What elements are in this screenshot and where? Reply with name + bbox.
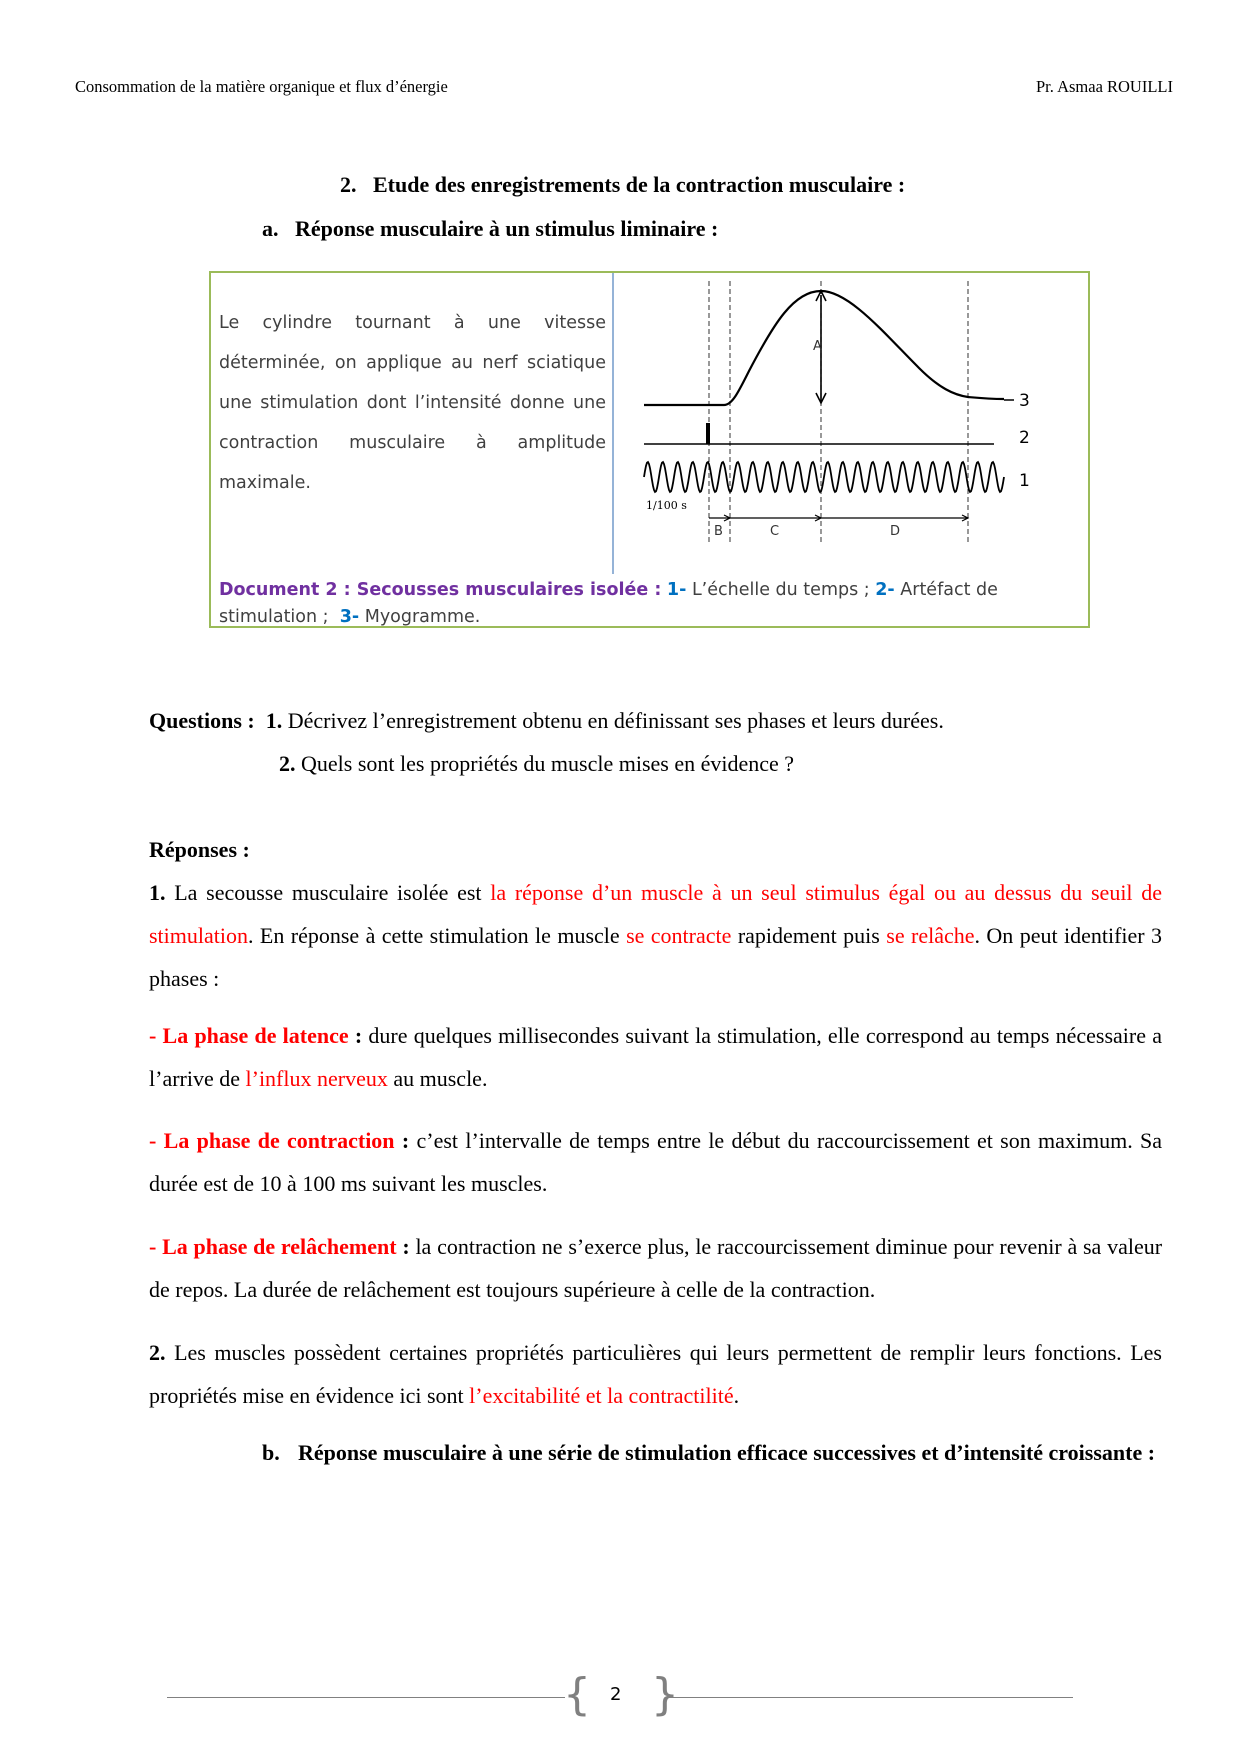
page-number: 2 <box>610 1684 622 1705</box>
time-scale-wave <box>644 462 1004 492</box>
caption-num-2: 2- <box>875 580 895 600</box>
question-2-text: Quels sont les propriétés du muscle mises en évidence ? <box>301 751 795 776</box>
phase-1-dash: - <box>149 1023 157 1048</box>
answer-1-highlight-definition: la réponse d’un muscle à un seul stimulus égal ou au dessus du seuil de stimulation <box>149 880 1163 948</box>
time-scale-label: 1/100 s <box>646 499 687 512</box>
answers-label: Réponses : <box>149 837 250 862</box>
phase-1-highlight: l’influx nerveux <box>245 1066 388 1091</box>
answer-1-highlight-relax: se relâche <box>886 923 975 948</box>
phase-2-colon: : <box>401 1128 410 1153</box>
footer-rule-left <box>167 1697 565 1698</box>
answer-1-highlight-contract: se contracte <box>626 923 732 948</box>
document-box <box>209 271 1090 628</box>
caption-num-1: 1- <box>666 580 687 600</box>
phase-3-dash: - <box>149 1234 157 1259</box>
phase-3-colon: : <box>402 1234 410 1259</box>
section-heading <box>340 172 905 198</box>
document-caption <box>219 577 1079 631</box>
question-2-number: 2. <box>279 751 296 776</box>
phase-3-name: La phase de relâchement <box>162 1234 397 1259</box>
document-text-line: Le cylindre tournant à une vitesse <box>219 313 606 333</box>
header-left-title: Consommation de la matière organique et flux d’énergie <box>75 77 448 96</box>
subsection-b-heading <box>262 1436 1162 1470</box>
label-A: A <box>813 339 822 354</box>
myogram-curve <box>644 291 1004 405</box>
answer-1-part3: rapidement puis <box>737 923 880 948</box>
myogram-diagram <box>614 273 1088 574</box>
label-B: B <box>714 524 723 539</box>
section-title: Etude des enregistrements de la contraction musculaire : <box>373 172 906 197</box>
label-C: C <box>770 524 780 539</box>
myogram-svg <box>614 273 1088 574</box>
answer-2 <box>149 1331 1162 1417</box>
document-text-line: maximale. <box>219 473 311 493</box>
caption-text-3: Myogramme. <box>364 607 481 627</box>
answer-1-part1: La secousse musculaire isolée est <box>174 880 482 905</box>
header-author: Pr. Asmaa ROUILLI <box>1035 77 1173 96</box>
phase-2-dash: - <box>149 1128 157 1153</box>
answer-2-number: 2. <box>149 1340 166 1365</box>
answer-2-text: Les muscles possèdent certaines propriétés particulières qui leurs permettent de remplir leurs fonctions. Les propriétés mise en évidence ici sont <box>149 1340 1162 1408</box>
phase-1-colon: : <box>354 1023 363 1048</box>
label-D: D <box>890 524 901 539</box>
question-1-text: Décrivez l’enregistrement obtenu en définissant ses phases et leurs durées. <box>287 708 944 733</box>
phase-2-text: c’est l’intervalle de temps entre le début du raccourcissement et son maximum. Sa durée est de 10 à 100 ms suivant les muscles. <box>149 1128 1163 1196</box>
questions-label: Questions : <box>149 708 255 733</box>
question-1 <box>149 699 1162 742</box>
answer-1-part2: . En réponse à cette stimulation le muscle <box>248 923 620 948</box>
section-number: 2. <box>340 172 357 197</box>
caption-title: Document 2 : Secousses musculaires isolée : <box>219 580 662 600</box>
caption-num-3: 3- <box>339 607 360 627</box>
answer-2-end: . <box>733 1383 740 1408</box>
artefact-spike <box>706 423 710 444</box>
question-2 <box>279 742 1159 785</box>
subsection-letter: a. <box>262 216 279 241</box>
answer-2-highlight: l’excitabilité et la contractilité <box>469 1383 734 1408</box>
phase-3-text: la contraction ne s’exerce plus, le raccourcissement diminue pour revenir à sa valeur de repos. La durée de relâchement est toujours supérieure à celle de la contraction. <box>149 1234 1163 1302</box>
answer-1 <box>149 871 1162 1000</box>
phase-latence <box>149 1014 1162 1100</box>
footer-brace-right: } <box>651 1669 679 1720</box>
document-text-line: contraction musculaire à amplitude <box>219 433 606 453</box>
phase-1-end: au muscle. <box>393 1066 488 1091</box>
subsection-title: Réponse musculaire à un stimulus liminaire : <box>295 216 719 241</box>
footer-brace-left: { <box>563 1669 591 1720</box>
document-text-panel <box>211 273 614 574</box>
document-text-line: déterminée, on applique au nerf sciatique <box>219 353 606 373</box>
document-text-line: une stimulation dont l’intensité donne une <box>219 393 606 413</box>
phase-2-name: La phase de contraction <box>163 1128 395 1153</box>
answer-1-part4: . On peut identifier 3 phases : <box>149 923 1163 991</box>
label-1: 1 <box>1019 471 1030 491</box>
subsection-b-title: Réponse musculaire à une série de stimulation efficace successives et d’intensité croissante : <box>298 1440 1156 1465</box>
subsection-heading <box>262 216 718 242</box>
caption-text-2: Artéfact de stimulation ; <box>219 580 998 627</box>
subsection-b-letter: b. <box>262 1440 280 1465</box>
label-3: 3 <box>1019 391 1030 411</box>
footer-rule-right <box>668 1697 1073 1698</box>
phase-contraction <box>149 1119 1162 1205</box>
caption-text-1: L’échelle du temps ; <box>691 580 870 600</box>
phase-1-text: dure quelques millisecondes suivant la stimulation, elle correspond au temps nécessaire a l’arrive de <box>149 1023 1162 1091</box>
phase-1-name: La phase de latence <box>162 1023 349 1048</box>
question-1-number: 1. <box>265 708 283 733</box>
answer-1-number: 1. <box>149 880 166 905</box>
label-2: 2 <box>1019 428 1030 448</box>
phase-relachement <box>149 1225 1162 1311</box>
